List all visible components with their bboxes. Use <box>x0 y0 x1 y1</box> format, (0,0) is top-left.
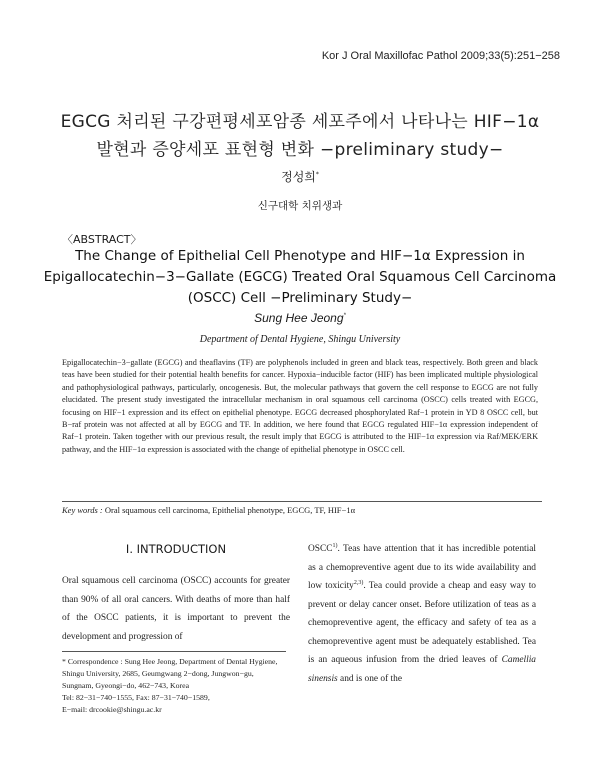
species-name: Camellia sinensis <box>308 655 536 684</box>
intro-right-end: and is one of the <box>337 673 403 684</box>
english-title-line-3: (OSCC) Cell −Preliminary Study− <box>187 290 413 306</box>
keywords-text: Oral squamous cell carcinoma, Epithelial phenotype, EGCG, TF, HIF−1α <box>102 505 356 515</box>
keywords <box>62 501 542 515</box>
english-author <box>0 311 600 325</box>
korean-title-line-1: EGCG 처리된 구강편평세포암종 세포주에서 나타나는 HIF−1α <box>60 112 540 132</box>
footnote-phone: Tel: 82−31−740−1555, Fax: 87−31−740−1589, <box>62 693 210 702</box>
right-column <box>308 540 536 688</box>
english-title-line-1: The Change of Epithelial Cell Phenotype and HIF−1α Expression in <box>75 248 525 264</box>
korean-title <box>40 108 560 164</box>
intro-right-mid: . Teas have attention that it has incredible potential as a chemopreventive agent due to its wide availability and low toxicity <box>308 544 536 591</box>
abstract-body: Epigallocatechin−3−gallate (EGCG) and theaflavins (TF) are polyphenols included in green and black teas, respectively. Both green and black teas have been studied for their potential health benefits for cancer. Hypoxia−inducible factor (HIF) has been implicated multiple physiological and pathophysiological pathways, particularly, oncogenesis. But, the molecular pathways that govern the cell response to EGCG are not fully elucidated. The present study investigated the intracellular mechanism in oral squamous cell carcinoma (OSCC) cells treated with EGCG, focusing on HIF−1 expression and its effect on epithelial phenotype. EGCG decreased phosphorylated Raf−1 protein in YD 8 OSCC cell, but B−raf protein was not affected at all by EGCG and TF. In addition, we here found that EGCG regulated HIF−1α expression independent of Raf−1 protein. Taken together with our previous result, the result imply that EGCG is attributed to the HIF−1α expression via Raf/MEK/ERK pathway, and the HIF−1α expression is associated with the change of epithelial phenotype in OSCC cell. <box>62 358 538 454</box>
journal-citation: Kor J Oral Maxillofac Pathol 2009;33(5):251−258 <box>321 50 560 62</box>
korean-author <box>0 168 600 185</box>
english-title <box>40 246 560 309</box>
correspondence-footnote <box>62 651 286 716</box>
abstract-label: 〈ABSTRACT〉 <box>62 233 142 246</box>
keywords-label: Key words : <box>62 505 103 515</box>
korean-affiliation: 신구대학 치위생과 <box>257 200 343 212</box>
footnote-correspondence: * Correspondence : Sung Hee Jeong, Department of Dental Hygiene, Shingu University, 2685, Geumgwang 2−dong, Jungwon−gu, Sungnam, Gyeongi−do, 462−743, Korea <box>62 657 278 690</box>
korean-title-line-2: 발현과 증양세포 표현형 변화 −preliminary study− <box>96 140 504 160</box>
korean-author-mark: * <box>315 171 319 178</box>
footnote-email: E−mail: drcookie@shingu.ac.kr <box>62 705 162 714</box>
citation-ref-2: 2,3) <box>353 579 364 586</box>
intro-right-start: OSCC <box>308 544 333 554</box>
korean-author-name: 정성희 <box>281 170 316 184</box>
english-author-name: Sung Hee Jeong <box>254 311 344 325</box>
intro-heading: I. INTRODUCTION <box>125 542 227 556</box>
intro-right-cont: . Tea could provide a cheap and easy way to prevent or delay cancer onset. Before utilization of teas as a chemopreventive agent, the efficacy and safety of tea as a chemopreventive agent must be adequately established. Tea is an aqueous infusion from the dried leaves of <box>308 581 536 665</box>
english-affiliation: Department of Dental Hygiene, Shingu University <box>199 334 401 345</box>
intro-paragraph-left: Oral squamous cell carcinoma (OSCC) accounts for greater than 90% of all oral cancers. With deaths of more than half of the OSCC patients, it is important to prevent the development and progression of <box>62 576 290 642</box>
left-column <box>62 540 290 646</box>
english-author-mark: * <box>343 313 346 319</box>
citation-ref-1: 1) <box>332 542 338 549</box>
english-title-line-2: Epigallocatechin−3−Gallate (EGCG) Treated Oral Squamous Cell Carcinoma <box>43 269 557 285</box>
